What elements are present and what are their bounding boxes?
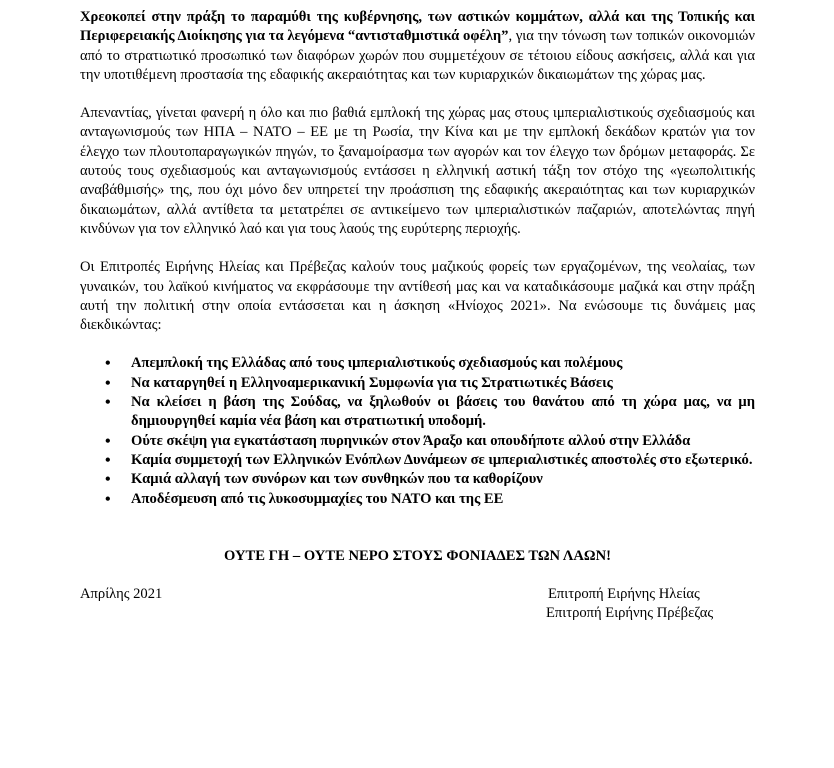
document-date: Απρίλης 2021	[80, 586, 163, 603]
demand-item: • Καμιά αλλαγή των συνόρων και των συνθηκών που τα καθορίζουν	[131, 470, 755, 489]
demand-item: • Αποδέσμευση από τις λυκοσυμμαχίες του ΝΑΤΟ και της ΕΕ	[131, 490, 755, 509]
paragraph-3: Οι Επιτροπές Ειρήνης Ηλείας και Πρέβεζας καλούν τους μαζικούς φορείς των εργαζομένων, της νεολαίας, των γυναικών, του λαϊκού κινήματος να εκφράσουμε την αντίθεσή μας και να καταδικάσουμε μαζικά και στην πράξη αυτή την πολιτική στην οποία εντάσσεται και η άσκηση «Ηνίοχος 2021». Να ενώσουμε τις δυνάμεις μας διεκδικώντας:	[80, 259, 755, 334]
demand-item: • Καμία συμμετοχή των Ελληνικών Ενόπλων Δυνάμεων σε ιμπεριαλιστικές αποστολές στο εξωτερικό.	[131, 451, 755, 470]
intro-paragraph	[80, 8, 755, 85]
signatory-preveza: Επιτροπή Ειρήνης Πρέβεζας	[546, 605, 714, 622]
demand-item: • Απεμπλοκή της Ελλάδας από τους ιμπεριαλιστικούς σχεδιασμούς και πολέμους	[131, 354, 755, 373]
demands-list	[80, 354, 755, 508]
closing-slogan: ΟΥΤΕ ΓΗ – ΟΥΤΕ ΝΕΡΟ ΣΤΟΥΣ ΦΟΝΙΑΔΕΣ ΤΩΝ ΛΑΩΝ!	[223, 547, 612, 564]
demand-item: • Να κλείσει η βάση της Σούδας, να ξηλωθούν οι βάσεις του θανάτου από τη χώρα μας, να μη δημιουργηθεί καμία νέα βάση και στρατιωτική υποδομή.	[131, 393, 755, 432]
intro-bold-text: Χρεοκοπεί στην πράξη το παραμύθι της κυβέρνησης, των αστικών κομμάτων, αλλά και της Τοπικής και Περιφερειακής Διοίκησης για τα λεγόμενα “αντισταθμιστικά οφέλη”	[80, 9, 755, 45]
demand-item: • Ούτε σκέψη για εγκατάσταση πυρηνικών στον Άραξο και οπουδήποτε αλλού στην Ελλάδα	[131, 432, 755, 451]
paragraph-2: Απεναντίας, γίνεται φανερή η όλο και πιο βαθιά εμπλοκή της χώρας μας στους ιμπεριαλιστικούς σχεδιασμούς και ανταγωνισμούς των ΗΠΑ – ΝΑΤΟ – ΕΕ με τη Ρωσία, την Κίνα και με την εμπλοκή δεκάδων κρατών για τον έλεγχο των πλουτοπαραγωγικών πηγών, το ξαναμοίρασμα των αγορών και τον έλεγχο των δρόμων μεταφοράς. Σε αυτούς τους σχεδιασμούς και ανταγωνισμούς εντάσσει η ελληνική αστική τάξη τον στόχο της «γεωπολιτικής αναβάθμισής» της, που όχι μόνο δεν υπηρετεί την προάσπιση της εδαφικής ακεραιότητας και των κυριαρχικών δικαιωμάτων, αλλά αντίθετα τα μετατρέπει σε αντικείμενο των ιμπεριαλιστικών παζαριών, αποτελώντας πηγή κινδύνων για τον ελληνικό λαό και για τους λαούς της ευρύτερης περιοχής.	[80, 105, 755, 237]
demand-item: • Να καταργηθεί η Ελληνοαμερικανική Συμφωνία για τις Στρατιωτικές Βάσεις	[131, 374, 755, 393]
document-page	[80, 8, 755, 625]
intro-text: , για την τόνωση των τοπικών οικονομιών από το στρατιωτικό προσωπικό των διαφόρων χωρών που συμμετέχουν σε τέτοιου είδους ασκήσεις, αλλά και για την υποτιθέμενη προστασία της εδαφικής ακεραιότητας και των κυριαρχικών δικαιωμάτων της χώρας μας.	[80, 28, 755, 83]
signature-footer	[80, 585, 755, 625]
signatory-elis: Επιτροπή Ειρήνης Ηλείας	[548, 586, 700, 603]
